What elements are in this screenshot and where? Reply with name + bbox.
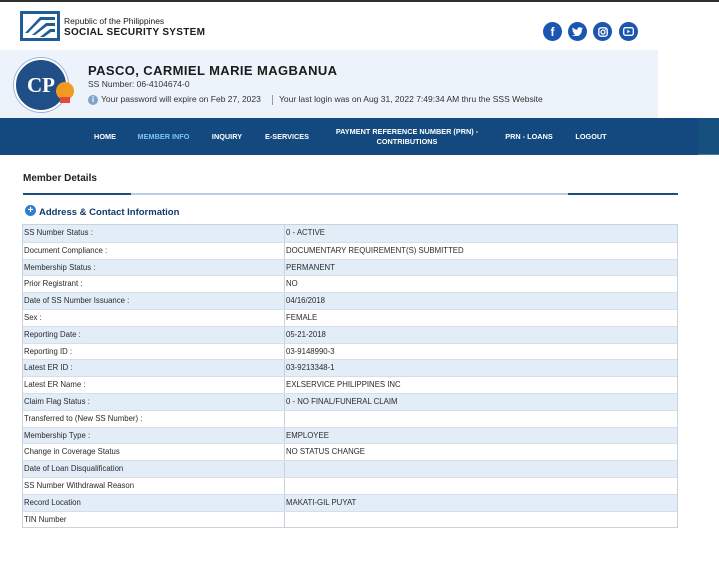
row-value	[285, 512, 677, 528]
nav-member-info[interactable]: MEMBER INFO	[137, 131, 190, 141]
award-badge-icon	[56, 82, 74, 100]
row-value: EMPLOYEE	[286, 430, 329, 440]
table-row	[23, 511, 677, 528]
info-icon: i	[88, 95, 98, 105]
side-accent	[698, 118, 719, 155]
row-value: 05-21-2018	[286, 329, 326, 339]
site-header	[0, 2, 658, 50]
row-value: NO	[286, 279, 298, 289]
table-row	[23, 393, 677, 410]
table-row	[23, 477, 677, 494]
table-row	[23, 410, 677, 427]
table-row	[23, 292, 677, 309]
table-row	[23, 359, 677, 376]
table-row	[23, 427, 677, 444]
row-label: Prior Registrant :	[23, 276, 285, 292]
ss-number: SS Number: 06-4104674-0	[88, 79, 190, 89]
row-value: PERMANENT	[286, 262, 335, 272]
row-label: TIN Number	[23, 512, 285, 528]
twitter-icon[interactable]	[568, 22, 587, 41]
section-title: Member Details	[23, 173, 97, 184]
row-label: SS Number Status :	[23, 225, 285, 242]
row-value: MAKATI-GIL PUYAT	[286, 497, 357, 507]
row-value	[285, 478, 677, 494]
table-row	[23, 309, 677, 326]
row-value: 0 - NO FINAL/FUNERAL CLAIM	[286, 396, 398, 406]
logo-title[interactable]: SOCIAL SECURITY SYSTEM	[64, 27, 206, 38]
row-label: Reporting ID :	[23, 344, 285, 360]
nav-logout[interactable]: LOGOUT	[575, 131, 607, 141]
nav-inquiry[interactable]: INQUIRY	[211, 131, 243, 141]
row-label: Change in Coverage Status	[23, 444, 285, 460]
table-row	[23, 326, 677, 343]
row-value: DOCUMENTARY REQUIREMENT(S) SUBMITTED	[286, 245, 464, 255]
row-label: Date of SS Number Issuance :	[23, 293, 285, 309]
row-value: 0 - ACTIVE	[286, 228, 325, 237]
main-navigation	[0, 118, 719, 155]
row-value: 03-9213348-1	[286, 363, 335, 373]
row-value	[285, 411, 677, 427]
row-value: NO STATUS CHANGE	[286, 447, 365, 457]
instagram-icon[interactable]	[593, 22, 612, 41]
table-row	[23, 376, 677, 393]
password-expiry-notice: Your password will expire on Feb 27, 2023	[101, 94, 261, 104]
nav-prn-contributions[interactable]: PAYMENT REFERENCE NUMBER (PRN) - CONTRIBUTIONS	[335, 126, 479, 146]
facebook-icon[interactable]	[543, 22, 562, 41]
section-divider-highlight	[131, 193, 568, 195]
notice-separator	[272, 95, 273, 105]
table-row	[23, 242, 677, 259]
avatar[interactable]: CP	[14, 58, 68, 112]
row-value: 04/16/2018	[286, 296, 326, 306]
member-name: PASCO, CARMIEL MARIE MAGBANUA	[88, 63, 338, 78]
expand-plus-icon[interactable]: +	[25, 205, 36, 216]
address-contact-toggle[interactable]: Address & Contact Information	[39, 207, 180, 218]
row-label: Reporting Date :	[23, 327, 285, 343]
row-label: Document Compliance :	[23, 243, 285, 259]
row-label: Latest ER Name :	[23, 377, 285, 393]
nav-home[interactable]: HOME	[94, 131, 116, 141]
row-value: EXLSERVICE PHILIPPINES INC	[286, 380, 401, 390]
table-row	[23, 460, 677, 477]
youtube-icon[interactable]	[619, 22, 638, 41]
table-row	[23, 225, 677, 242]
table-row	[23, 443, 677, 460]
row-label: Membership Status :	[23, 260, 285, 276]
logo-subtitle: Republic of the Philippines	[64, 16, 165, 26]
table-row	[23, 494, 677, 511]
member-details-table	[22, 224, 678, 528]
row-value	[285, 461, 677, 477]
table-row	[23, 259, 677, 276]
svg-text:f: f	[550, 25, 555, 39]
table-row	[23, 275, 677, 292]
row-label: SS Number Withdrawal Reason	[23, 478, 285, 494]
row-label: Claim Flag Status :	[23, 394, 285, 410]
row-label: Transferred to (New SS Number) :	[23, 411, 285, 427]
row-label: Record Location	[23, 495, 285, 511]
row-value: 03-9148990-3	[286, 346, 335, 356]
last-login-notice: Your last login was on Aug 31, 2022 7:49:34 AM thru the SSS Website	[279, 94, 543, 104]
row-label: Membership Type :	[23, 428, 285, 444]
row-label: Date of Loan Disqualification	[23, 461, 285, 477]
nav-e-services[interactable]: E-SERVICES	[264, 131, 310, 141]
row-value: FEMALE	[286, 312, 318, 322]
row-label: Latest ER ID :	[23, 360, 285, 376]
row-label: Sex :	[23, 310, 285, 326]
sss-logo-icon[interactable]	[20, 11, 60, 41]
table-row	[23, 343, 677, 360]
nav-prn-loans[interactable]: PRN - LOANS	[505, 131, 553, 141]
